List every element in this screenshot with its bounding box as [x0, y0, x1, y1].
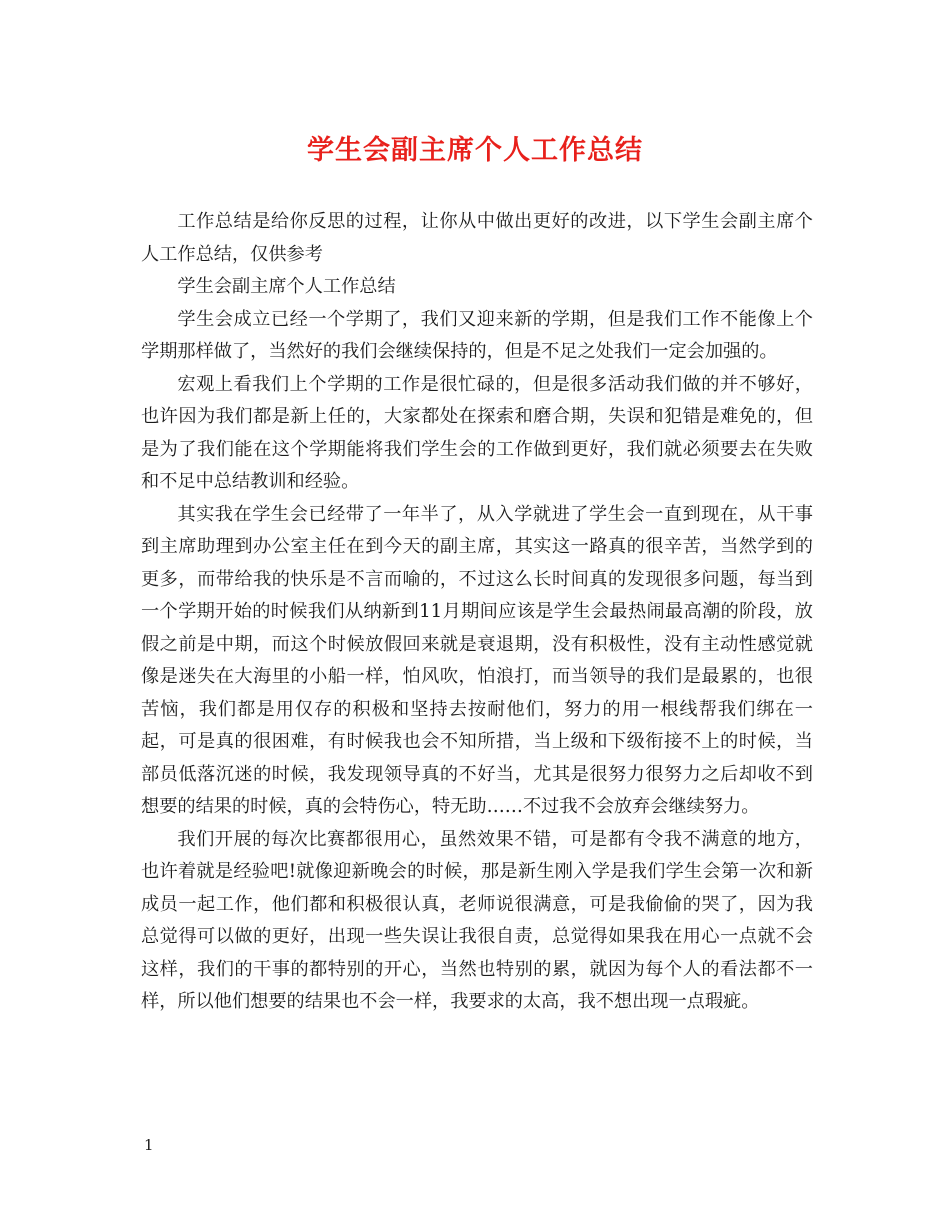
body-paragraph: 学生会成立已经一个学期了，我们又迎来新的学期，但是我们工作不能像上个学期那样做了，当然好的我们会继续保持的，但是不足之处我们一定会加强的。 — [141, 308, 813, 362]
subheading-paragraph: 学生会副主席个人工作总结 — [177, 276, 396, 297]
body-paragraph: 宏观上看我们上个学期的工作是很忙碌的，但是很多活动我们做的并不够好，也许因为我们都是新上任的，大家都处在探索和磨合期，失误和犯错是难免的，但是为了我们能在这个学期能将我们学生会的工作做到更好，我们就必须要去在失败和不足中总结教训和经验。 — [141, 373, 813, 492]
document-title: 学生会副主席个人工作总结 — [307, 135, 643, 166]
document-body — [141, 206, 813, 1019]
body-paragraph: 我们开展的每次比赛都很用心，虽然效果不错，可是都有令我不满意的地方，也许着就是经验吧!就像迎新晚会的时候，那是新生刚入学是我们学生会第一次和新成员一起工作，他们都和积极很认真，老师说很满意，可是我偷偷的哭了，因为我总觉得可以做的更好，出现一些失误让我很自责，总觉得如果我在用心一点就不会这样，我们的干事的都特别的开心，当然也特别的累，就因为每个人的看法都不一样，所以他们想要的结果也不会一样，我要求的太高，我不想出现一点瑕疵。 — [141, 828, 813, 1012]
page-number: 1 — [144, 1136, 154, 1154]
body-paragraph: 其实我在学生会已经带了一年半了，从入学就进了学生会一直到现在，从干事到主席助理到办公室主任在到今天的副主席，其实这一路真的很辛苦，当然学到的更多，而带给我的快乐是不言而喻的，不过这么长时间真的发现很多问题，每当到一个学期开始的时候我们从纳新到11月期间应该是学生会最热闹最高潮的阶段，放假之前是中期，而这个时候放假回来就是衰退期，没有积极性，没有主动性感觉就像是迷失在大海里的小船一样，怕风吹，怕浪打，而当领导的我们是最累的，也很苦恼，我们都是用仅存的积极和坚持去按耐他们，努力的用一根线帮我们绑在一起，可是真的很困难，有时候我也会不知所措，当上级和下级衔接不上的时候，当部员低落沉迷的时候，我发现领导真的不好当，尤其是很努力很努力之后却收不到想要的结果的时候，真的会特伤心，特无助……不过我不会放弃会继续努力。 — [141, 503, 813, 817]
intro-paragraph: 工作总结是给你反思的过程，让你从中做出更好的改进，以下学生会副主席个人工作总结，仅供参考 — [141, 211, 813, 265]
